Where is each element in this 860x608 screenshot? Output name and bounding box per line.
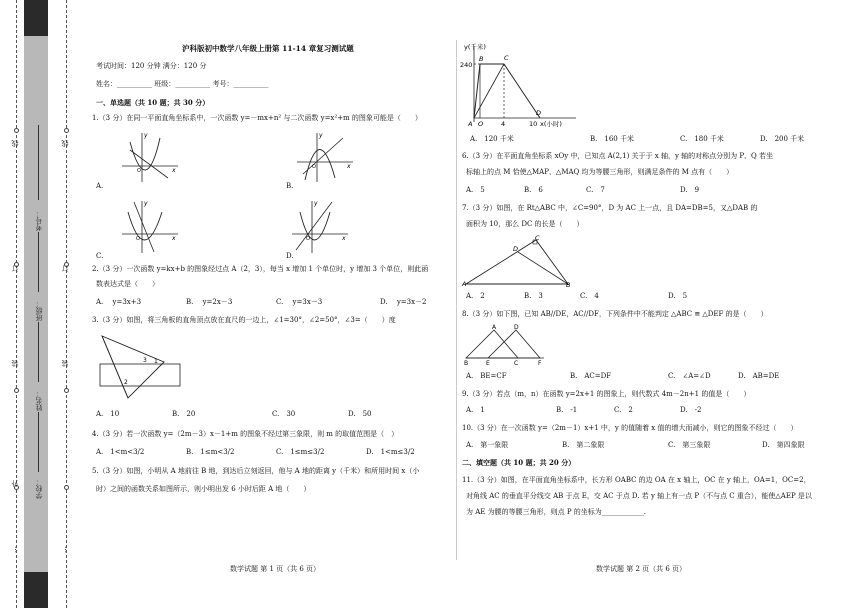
q4-opt-a: A. 1<m<3/2 bbox=[96, 448, 145, 456]
q1-graph-c bbox=[120, 198, 180, 256]
q5-opt-d: D. 200 千米 bbox=[760, 135, 805, 143]
inner-mark-dots: … bbox=[60, 546, 68, 553]
svg-text:x: x bbox=[172, 235, 176, 242]
footer-left: 数学试题 第 1 页（共 6 页） bbox=[230, 565, 321, 573]
q6-opt-b: B. 6 bbox=[524, 186, 543, 194]
binding-mark-zhuang: 装 bbox=[11, 360, 19, 367]
q8-opt-a: A. BE=CF bbox=[466, 372, 507, 380]
q2-opt-d: D. y=3x－2 bbox=[380, 298, 427, 306]
q8-opt-b: B. AC=DF bbox=[570, 372, 612, 380]
q9-opt-b: B. -1 bbox=[556, 406, 578, 414]
q2-opt-b: B. y=2x－3 bbox=[186, 298, 233, 306]
footer-right: 数学试题 第 2 页（共 6 页） bbox=[596, 565, 687, 573]
binding-hole bbox=[64, 388, 69, 393]
q2-opt-c: C. y=3x－3 bbox=[276, 298, 323, 306]
q5-opt-b: B. 160 千米 bbox=[590, 135, 634, 143]
inner-mark-line: 线 bbox=[61, 140, 69, 147]
inner-mark-zhuang: 装 bbox=[61, 360, 69, 367]
field-underline bbox=[38, 232, 39, 292]
q10-opt-d: D. 第四象限 bbox=[762, 441, 805, 449]
q8-label-d: D bbox=[514, 324, 519, 331]
q3-figure bbox=[96, 332, 186, 402]
binding-dashed-line-outer bbox=[16, 0, 17, 608]
q6-opt-c: C. 7 bbox=[586, 186, 605, 194]
q7-label-b: B bbox=[566, 281, 571, 288]
binding-hole bbox=[64, 485, 69, 490]
q4-text: 4.（3 分）若一次函数 y=（2m－3）x－1+m 的图象不经过第三象限，则 m 的取值范围是（ ） bbox=[92, 430, 399, 438]
q11-line3: 为 AE 为腰的等腰三角形，则点 P 的坐标为____________. bbox=[466, 508, 646, 516]
bar-black-block bbox=[24, 572, 48, 608]
q5-point-a: A bbox=[468, 120, 473, 128]
q8-figure bbox=[462, 322, 552, 366]
q9-opt-d: D. -2 bbox=[680, 406, 702, 414]
svg-text:y: y bbox=[314, 200, 318, 207]
binding-mark-ding: 订 bbox=[11, 265, 19, 272]
q3-label-1: 1 bbox=[154, 358, 158, 365]
q5-point-b: B bbox=[479, 55, 484, 63]
q8-line1: 8.（3 分）如下图，已知 AB//DE，AC//DF，下列条件中不能判定 △ABC ≌ △DEF 的是（ ） bbox=[462, 310, 768, 318]
q10-line1: 10.（3 分）在一次函数 y=（2m－1）x+1 中，y 的值随着 x 值的增大而减小，则它的图象不经过（ ） bbox=[462, 424, 798, 432]
svg-text:x: x bbox=[347, 163, 351, 170]
q1-graph-b bbox=[295, 130, 355, 185]
q6-line2: 标轴上的点 M 恰使△MAP、△MAQ 均为等腰三角形，则满足条件的 M 点有（ ） bbox=[466, 168, 734, 176]
svg-text:O: O bbox=[136, 236, 140, 242]
q5-xlabel: x(小时) bbox=[540, 120, 562, 128]
bar-black-block bbox=[24, 0, 48, 36]
q10-opt-a: A. 第一象限 bbox=[466, 441, 509, 449]
q5-xtick-4: 4 bbox=[501, 120, 506, 128]
field-underline bbox=[38, 125, 39, 200]
q5-line1: 5.（3 分）如图，小明从 A 地前往 B 地，到达后立刻返回，他与 A 地的距离 y（千米）和所用时间 x（小 bbox=[92, 467, 420, 475]
q9-opt-a: A. 1 bbox=[466, 406, 485, 414]
q5-line2: 时）之间的函数关系如图所示，则小明出发 6 小时后距 A 地（ ） bbox=[96, 485, 311, 493]
q5-distance-graph bbox=[460, 40, 580, 128]
q1-opt-a: A. bbox=[96, 182, 104, 190]
exam-info: 考试时间：120 分钟 满分：120 分 bbox=[96, 62, 207, 70]
binding-dashed-line-inner bbox=[66, 0, 67, 608]
q1-opt-b: B. bbox=[286, 182, 294, 190]
page-separator bbox=[456, 40, 457, 560]
q10-opt-c: C. 第三象限 bbox=[668, 441, 711, 449]
q8-label-c: C bbox=[514, 360, 519, 366]
q8-label-b: B bbox=[464, 360, 469, 366]
q6-opt-a: A. 5 bbox=[466, 186, 485, 194]
q1-opt-c: C. bbox=[96, 252, 104, 260]
q11-line1: 11.（3 分）如图，在平面直角坐标系中，长方形 OABC 的边 OA 在 x 轴上，OC 在 y 轴上，OA=1，OC=2， bbox=[462, 476, 811, 484]
q3-opt-d: D. 50 bbox=[348, 410, 372, 418]
q7-label-d: D bbox=[513, 245, 519, 253]
q1-graph-a bbox=[120, 130, 180, 185]
q3-line1: 3.（3 分）如图，将三角板的直角顶点放在直尺的一边上，∠1=30°，∠2=50°，∠3=（ ）度 bbox=[92, 316, 396, 324]
q7-opt-b: B. 3 bbox=[524, 292, 543, 300]
q5-ylabel: y(千米) bbox=[464, 43, 486, 51]
q7-opt-a: A. 2 bbox=[466, 292, 485, 300]
q7-label-c: C bbox=[535, 234, 540, 242]
svg-text:y: y bbox=[319, 132, 323, 139]
q9-line1: 9.（3 分）若点（m，n）在函数 y=2x+1 的图象上，则代数式 4m－2n+1 的值是（ ） bbox=[462, 390, 751, 398]
q2-line2: 数表达式是（ ） bbox=[96, 280, 159, 288]
binding-mark-dots: … bbox=[10, 546, 18, 553]
exam-title: 沪科版初中数学八年级上册第 11-14 章复习测试题 bbox=[182, 44, 354, 53]
q5-point-c: C bbox=[504, 54, 509, 62]
svg-text:x: x bbox=[172, 167, 176, 174]
q7-opt-d: D. 5 bbox=[668, 292, 688, 300]
section-title-1: 一、单选题（共 10 题；共 30 分） bbox=[96, 98, 210, 107]
q10-opt-b: B. 第二象限 bbox=[562, 441, 605, 449]
svg-text:O: O bbox=[137, 168, 141, 174]
q3-label-2: 2 bbox=[124, 379, 128, 386]
q6-line1: 6.（3 分）在平面直角坐标系 xOy 中，已知点 A(2,1) 关于于 x 轴，y 轴的对称点分别为 P、Q 若坐 bbox=[462, 152, 774, 160]
q4-opt-b: B. 1≤m<3/2 bbox=[186, 448, 235, 456]
q11-line2: 对角线 AC 的垂直平分线交 AB 于点 E，交 AC 于点 D. 若 y 轴上有一点 P（不与点 C 重合），能使△AEP 是以 bbox=[466, 492, 812, 500]
q1-opt-d: D. bbox=[286, 252, 294, 260]
q7-line1: 7.（3 分）如图，在 Rt△ABC 中，∠C=90°，D 为 AC 上一点，且 DA=DB=5，又△DAB 的 bbox=[462, 204, 758, 212]
q8-opt-c: C. ∠A=∠D bbox=[668, 372, 711, 380]
binding-mark-outer: 外 bbox=[11, 480, 19, 487]
q3-label-3: 3 bbox=[143, 357, 147, 364]
binding-hole bbox=[14, 128, 19, 133]
inner-mark-ding: 订 bbox=[61, 265, 69, 272]
q7-line2: 面积为 10，那么 DC 的长是（ ） bbox=[466, 220, 584, 228]
field-banji: 班级： bbox=[35, 300, 43, 321]
section-title-2: 二、填空题（共 10 题；共 20 分） bbox=[462, 458, 576, 467]
student-fields: 姓名：__________ 班级：__________ 考号：__________ bbox=[96, 80, 269, 88]
q3-opt-a: A. 10 bbox=[96, 410, 120, 418]
q8-label-f: F bbox=[538, 360, 542, 366]
q8-opt-d: D. AB=DE bbox=[738, 372, 780, 380]
q1-text: 1.（3 分）在同一平面直角坐标系中，一次函数 y=－mx+n² 与二次函数 y=x²+m 的图象可能是（ ） bbox=[92, 114, 422, 122]
field-underline bbox=[38, 412, 39, 472]
q1-graph-d bbox=[290, 198, 350, 256]
q7-label-a: A bbox=[462, 280, 467, 288]
q5-point-o: O bbox=[478, 120, 484, 128]
q4-opt-d: D. 1<m≤3/2 bbox=[366, 448, 415, 456]
svg-text:y: y bbox=[144, 200, 148, 207]
q7-opt-c: C. 4 bbox=[580, 292, 599, 300]
binding-hole bbox=[64, 128, 69, 133]
q3-opt-b: B. 20 bbox=[172, 410, 196, 418]
q6-opt-d: D. 9 bbox=[680, 186, 700, 194]
q5-ytick-240: 240 bbox=[460, 61, 473, 69]
q2-opt-a: A. y=3x+3 bbox=[96, 298, 142, 306]
field-xuexiao: 学校： bbox=[35, 478, 43, 499]
field-underline bbox=[38, 322, 39, 382]
q5-opt-c: C. 180 千米 bbox=[680, 135, 724, 143]
binding-mark-line: 线 bbox=[11, 140, 19, 147]
q2-line1: 2.（3 分）一次函数 y=kx+b 的图象经过点 A（2，3），每当 x 增加 1 个单位时，y 增加 3 个单位，则此函 bbox=[92, 265, 429, 273]
q7-figure bbox=[460, 232, 580, 288]
q4-opt-c: C. 1≤m≤3/2 bbox=[276, 448, 325, 456]
field-kaohao: 考号： bbox=[35, 210, 43, 231]
q5-xtick-10: 10 bbox=[529, 120, 538, 128]
q3-opt-c: C. 30 bbox=[272, 410, 296, 418]
svg-text:x: x bbox=[342, 235, 346, 242]
q8-label-a: A bbox=[492, 324, 497, 331]
q5-opt-a: A. 120 千米 bbox=[470, 135, 514, 143]
q9-opt-c: C. 2 bbox=[614, 406, 633, 414]
svg-text:y: y bbox=[144, 132, 148, 139]
binding-hole bbox=[14, 388, 19, 393]
svg-text:O: O bbox=[312, 164, 316, 170]
svg-text:O: O bbox=[306, 236, 310, 242]
q5-point-d: D bbox=[536, 109, 542, 117]
field-xingming: 姓名： bbox=[35, 390, 43, 411]
q8-label-e: E bbox=[486, 360, 490, 366]
binding-strip bbox=[8, 0, 94, 608]
